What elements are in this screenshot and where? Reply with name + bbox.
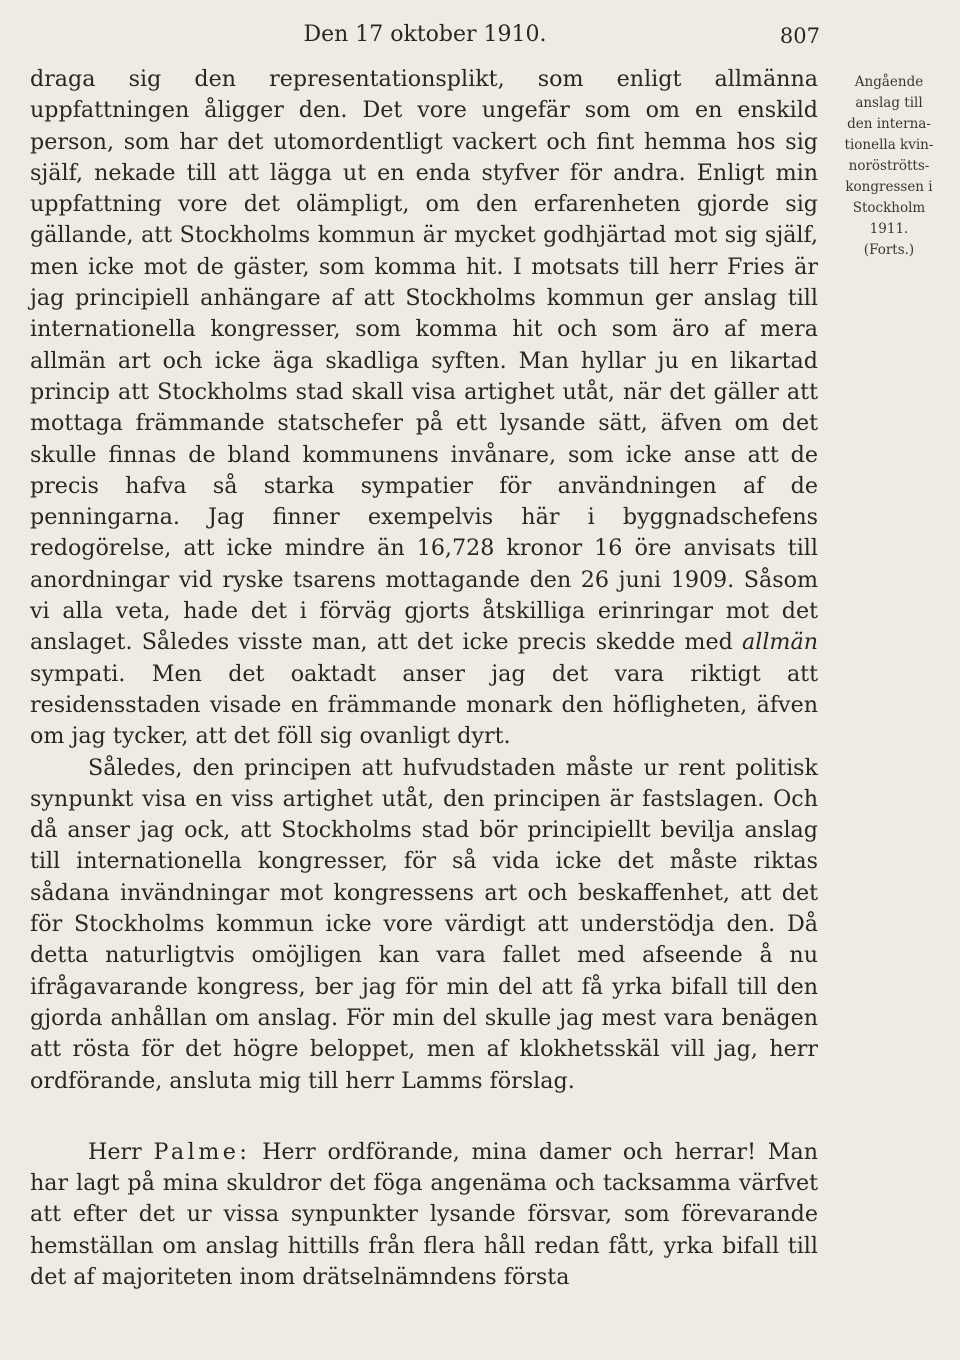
margin-note-line: kongressen i <box>845 179 933 195</box>
paragraph-text: Herr ordförande, mina damer och herrar! Man har lagt på mina skuldror det föga angenäma och tacksamma värfvet att efter det ur vissa synpunkter lysande försvar, som förevarande hemställan om anslag hittills från flera håll redan fått, yrka bifall till det af majoriteten inom drätselnämndens första <box>30 1138 818 1290</box>
speaker-name: Palme: <box>153 1138 251 1165</box>
paragraph-text: sympati. Men det oaktadt anser jag det vara riktigt att residensstaden visade en främmande monark den höfligheten, äfven om jag tycker, att det föll sig ovanligt dyrt. <box>30 660 818 750</box>
margin-note-line: Stockholm <box>852 200 926 216</box>
margin-note-line: 1911. <box>869 221 909 237</box>
body-text <box>30 64 818 1293</box>
page-header <box>30 18 820 52</box>
margin-note-line: den interna- <box>847 116 931 132</box>
speaker-paragraph <box>30 1137 818 1293</box>
speaker-prefix: Herr <box>88 1138 154 1165</box>
margin-note-line: (Forts.) <box>863 242 915 258</box>
margin-note-line: noröströtts- <box>848 158 930 174</box>
page-number: 807 <box>779 24 820 48</box>
italic-word: allmän <box>742 629 818 656</box>
margin-note-line: Angående <box>854 74 924 90</box>
margin-note-line: tionella kvin- <box>844 137 934 153</box>
margin-note-line: anslag till <box>855 95 923 111</box>
header-date: Den 17 oktober 1910. <box>303 22 547 47</box>
paragraph: Således, den principen att hufvudstaden måste ur rent politisk synpunkt visa en viss artighet utåt, den principen är fastslagen. Och då anser jag ock, att Stockholms stad bör principiellt bevilja anslag till internationella kongresser, för så vida icke det måste riktas sådana invändningar mot kongressens art och beskaffenhet, att det för Stockholms kommun icke vore värdigt att understödja den. Då detta naturligtvis omöjligen kan vara fallet med afseende å nu ifrågavarande kongress, ber jag för min del att få yrka bifall till den gjorda anhållan om anslag. För min del skulle jag mest vara benägen att rösta för det högre beloppet, men af klokhetsskäl vill jag, herr ordförande, ansluta mig till herr Lamms förslag. <box>30 754 818 1094</box>
paragraph <box>30 64 818 753</box>
margin-note <box>828 72 950 261</box>
paragraph-text: draga sig den representationsplikt, som enligt allmänna uppfattningen åligger den. Det vore ungefär som om en enskild person, som har det utomordentligt vackert och fint hemma hos sig själf, nekade till att lägga ut en enda styfver för andra. Enligt min uppfattning vore det olämpligt, om den erfarenheten gjorde sig gällande, att Stockholms kommun är mycket godhjärtad mot sig själf, men icke mot de gäster, som komma hit. I motsats till herr Fries är jag principiell anhängare af att Stockholms kommun ger anslag till internationella kongresser, som komma hit och som äro af mera allmän art och icke äga skadliga syften. Man hyllar ju en likartad princip att Stockholms stad skall visa artighet utåt, när det gäller att mottaga främmande statschefer på ett lysande sätt, äfven om det skulle finnas de bland kommunens invånare, som icke anse att de precis hafva så starka sympatier för användningen af de penningarna. Jag finner exempelvis här i byggnadschefens redogörelse, att icke mindre än 16,728 kronor 16 öre anvisats till anordningar vid ryske tsarens mottagande den 26 juni 1909. Såsom vi alla veta, hade det i förväg gjorts åtskilliga erinringar mot det anslaget. Således visste man, att det icke precis skedde med <box>30 66 818 656</box>
